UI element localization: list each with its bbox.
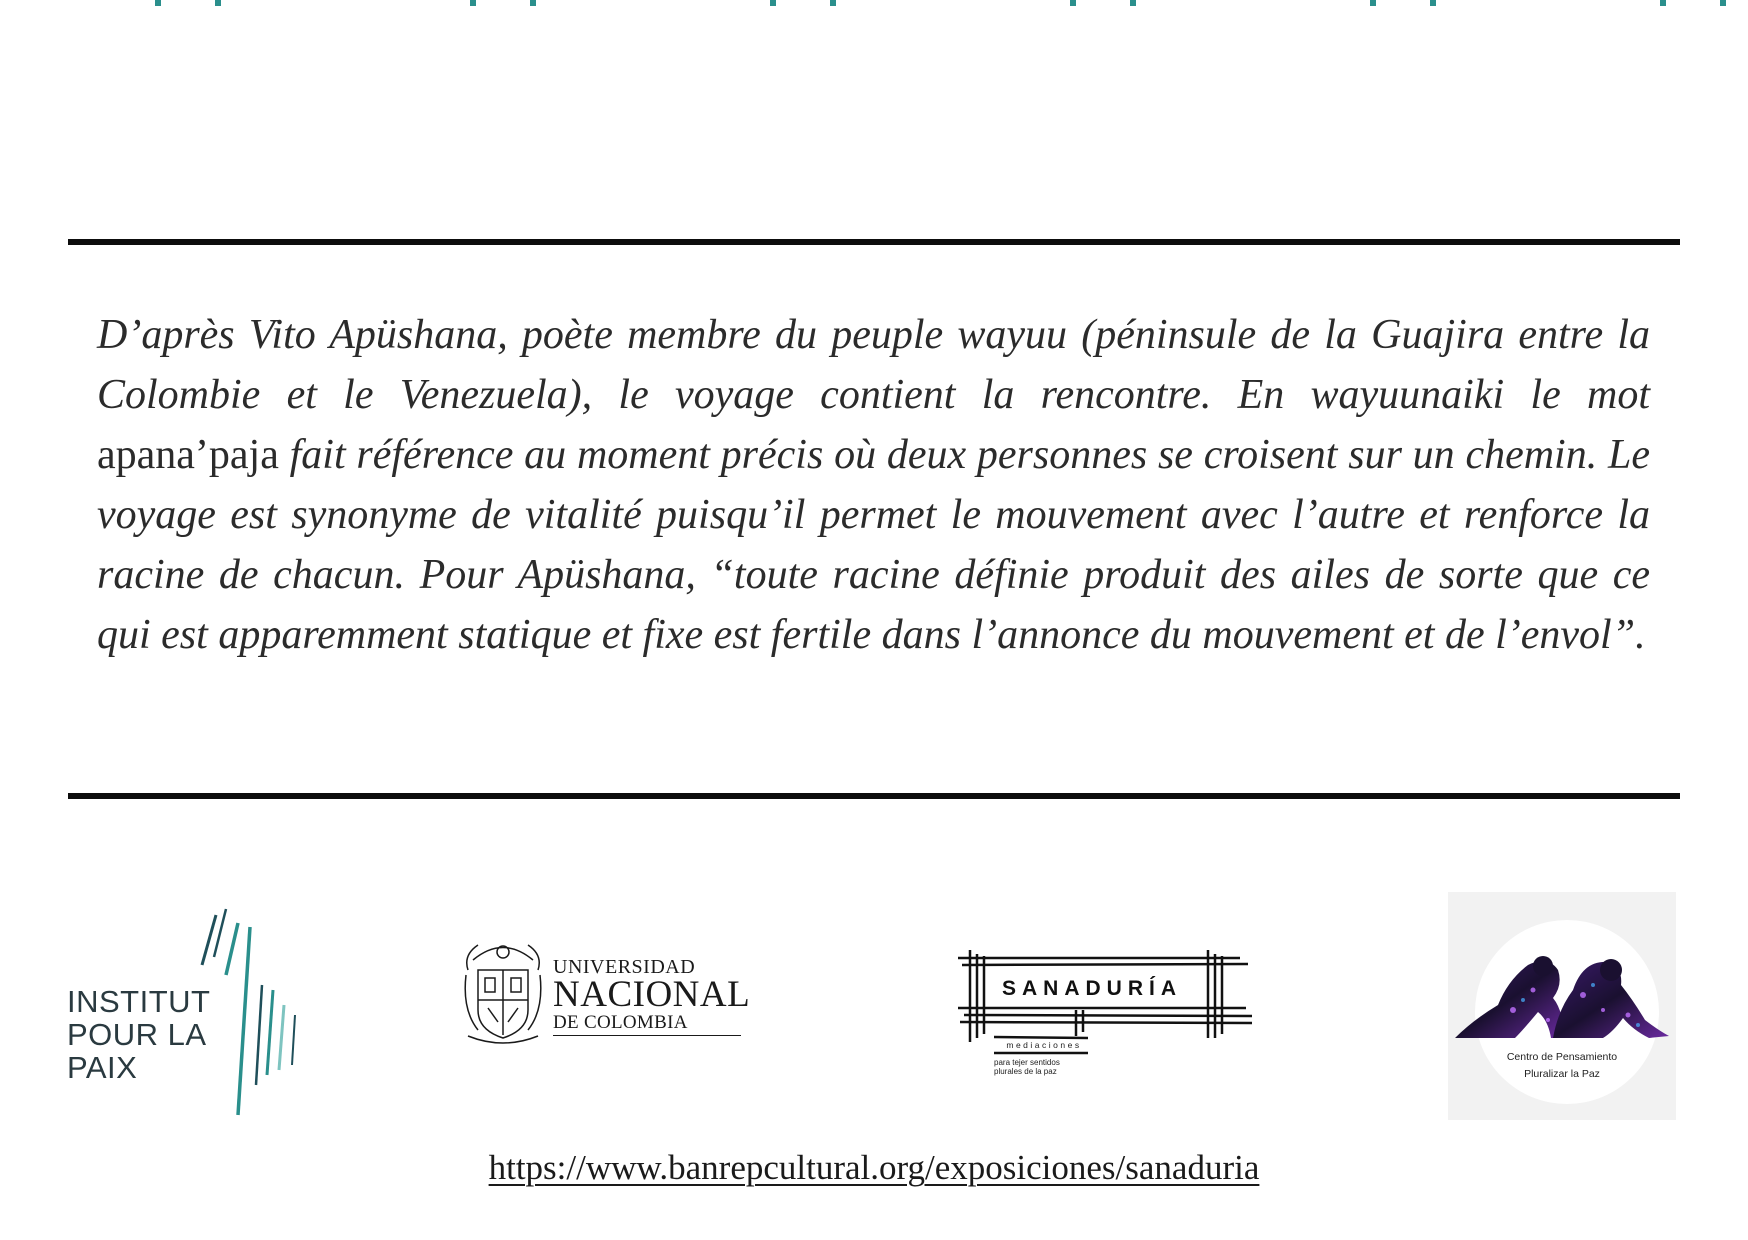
top-divider bbox=[68, 239, 1680, 245]
ipp-line-3: PAIX bbox=[67, 1050, 138, 1085]
universidad-nacional-wordmark bbox=[553, 957, 750, 1036]
cpp-wordmark bbox=[1448, 1049, 1676, 1083]
quote-text-part1: D’après Vito Apüshana, poète membre du peuple wayuu (péninsule de la Guajira entre la Colombie et le Venezuela), le voyage contient la rencontre. En wayuunaiki le mot bbox=[97, 312, 1650, 418]
ipp-wordmark bbox=[67, 985, 211, 1084]
ipp-line-2: POUR LA bbox=[67, 1017, 207, 1052]
universidad-nacional-logo bbox=[458, 930, 751, 1055]
quote-paragraph bbox=[97, 305, 1650, 665]
quote-text-part2: fait référence au moment précis où deux personnes se croisent sur un chemin. Le voyage est synonyme de vitalité puisqu’il permet le mouvement avec l’autre et renforce la racine de chacun. Pour Apüshana, “toute racine définie produit des ailes de sorte que ce qui est apparemment statique et fixe est fertile dans l’annonce du mouvement et de l’envol”. bbox=[97, 432, 1650, 658]
cpp-line-2: Pluralizar la Paz bbox=[1524, 1068, 1600, 1080]
sanaduria-logo bbox=[958, 950, 1252, 1080]
centro-pensamiento-logo bbox=[1448, 892, 1676, 1120]
top-decorative-marks bbox=[0, 0, 1748, 12]
university-seal-icon bbox=[458, 930, 548, 1050]
sanaduria-name: SANADURÍA bbox=[1002, 977, 1182, 1000]
sanaduria-tagline: para tejer sentidos plurales de la paz bbox=[994, 1058, 1060, 1076]
un-line-3: DE COLOMBIA bbox=[553, 1013, 741, 1036]
cpp-line-1: Centro de Pensamiento bbox=[1506, 1051, 1618, 1063]
un-line-1: UNIVERSIDAD bbox=[553, 956, 696, 978]
sanaduria-subtitle: mediaciones bbox=[1006, 1040, 1082, 1050]
bottom-divider bbox=[68, 793, 1680, 799]
institut-pour-la-paix-logo bbox=[66, 905, 312, 1120]
un-line-2: NACIONAL bbox=[553, 974, 751, 1015]
figures-silhouette-icon bbox=[1453, 950, 1671, 1060]
ipp-line-1: INSTITUT bbox=[67, 984, 211, 1019]
exhibition-url-link[interactable]: https://www.banrepcultural.org/exposiciones/sanaduria bbox=[488, 1148, 1260, 1187]
quote-term: apana’paja bbox=[97, 432, 279, 478]
